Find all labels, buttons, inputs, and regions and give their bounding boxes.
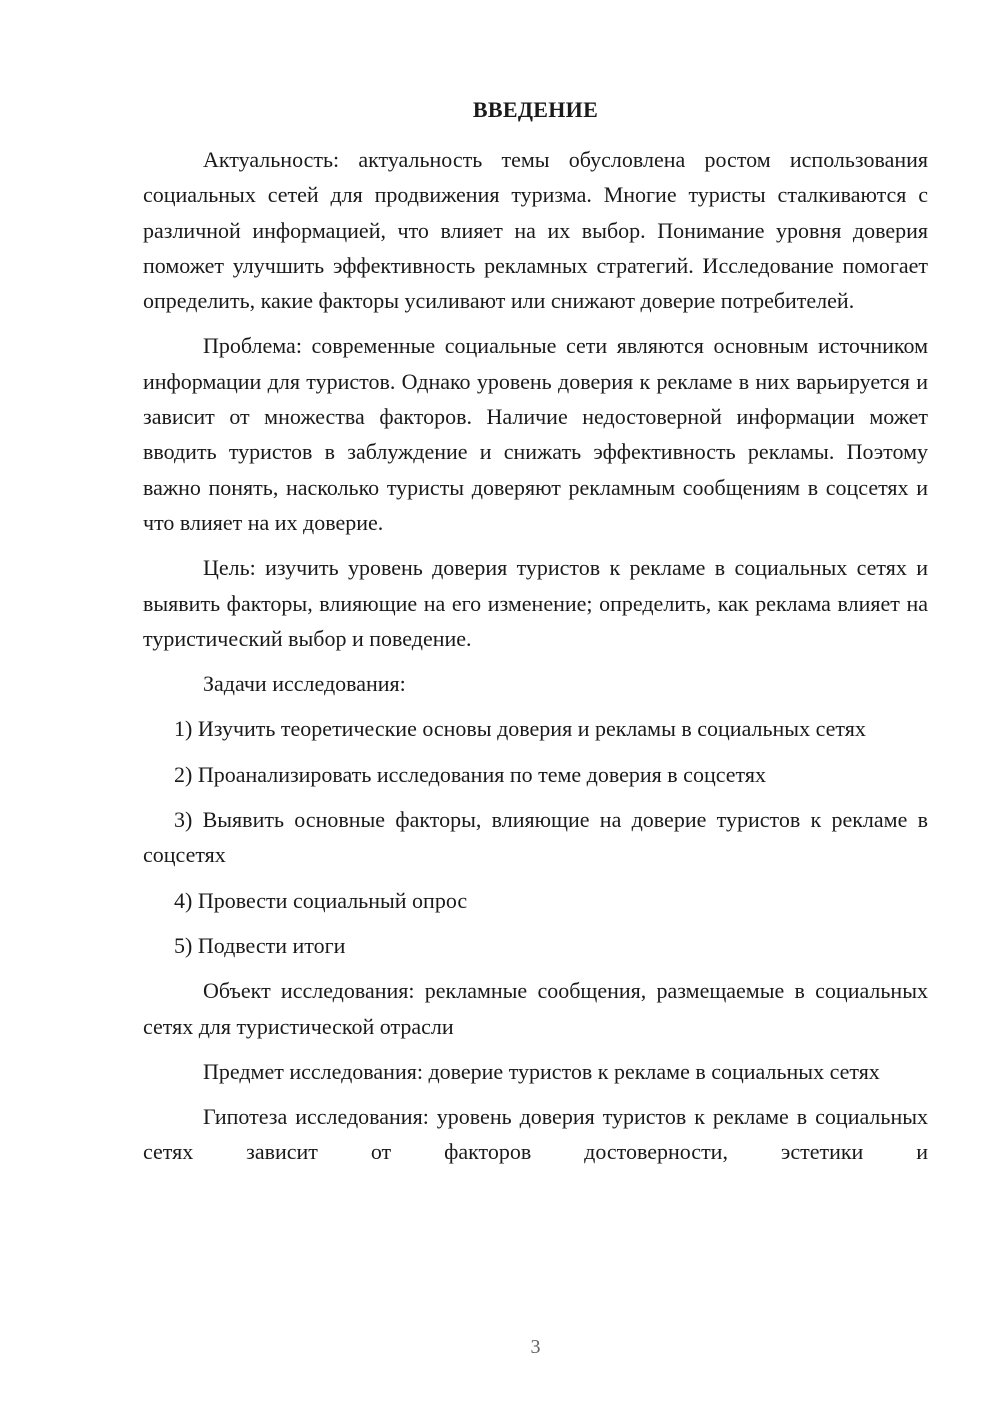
page-number: 3 bbox=[530, 1336, 541, 1358]
task-item: 3) Выявить основные факторы, влияющие на доверие туристов к рекламе в соцсетях bbox=[143, 807, 928, 868]
paragraph-relevance: Актуальность: актуальность темы обусловлена ростом использования социальных сетей для продвижения туризма. Многие туристы сталкиваются с различной информацией, что влияет на их выбор. Понимание уровня доверия поможет улучшить эффективность рекламных стратегий. Исследование помогает определить, какие факторы усиливают или снижают доверие потребителей. bbox=[143, 147, 928, 314]
paragraph-goal: Цель: изучить уровень доверия туристов к рекламе в социальных сетях и выявить факторы, влияющие на его изменение; определить, как реклама влияет на туристический выбор и поведение. bbox=[143, 555, 928, 651]
paragraph-hypothesis: Гипотеза исследования: уровень доверия туристов к рекламе в социальных сетях зависит от факторов достоверности, эстетики и bbox=[143, 1104, 928, 1165]
document-body bbox=[143, 142, 928, 1170]
task-item: 4) Провести социальный опрос bbox=[174, 887, 468, 913]
paragraph-problem: Проблема: современные социальные сети являются основным источником информации для туристов. Однако уровень доверия к рекламе в них варьируется и зависит от множества факторов. Наличие недостоверной информации может вводить туристов в заблуждение и снижать эффективность рекламы. Поэтому важно понять, насколько туристы доверяют рекламным сообщениям в соцсетях и что влияет на их доверие. bbox=[143, 333, 928, 535]
paragraph-tasks-heading: Задачи исследования: bbox=[203, 671, 406, 697]
paragraph-object: Объект исследования: рекламные сообщения, размещаемые в социальных сетях для туристической отрасли bbox=[143, 978, 928, 1039]
page-title: ВВЕДЕНИЕ bbox=[472, 97, 599, 122]
document-page bbox=[143, 0, 928, 1414]
task-item: 2) Проанализировать исследования по теме доверия в соцсетях bbox=[174, 761, 766, 787]
paragraph-subject: Предмет исследования: доверие туристов к рекламе в социальных сетях bbox=[203, 1058, 880, 1084]
task-item: 1) Изучить теоретические основы доверия и рекламы в социальных сетях bbox=[174, 716, 866, 742]
task-item: 5) Подвести итоги bbox=[174, 932, 346, 958]
